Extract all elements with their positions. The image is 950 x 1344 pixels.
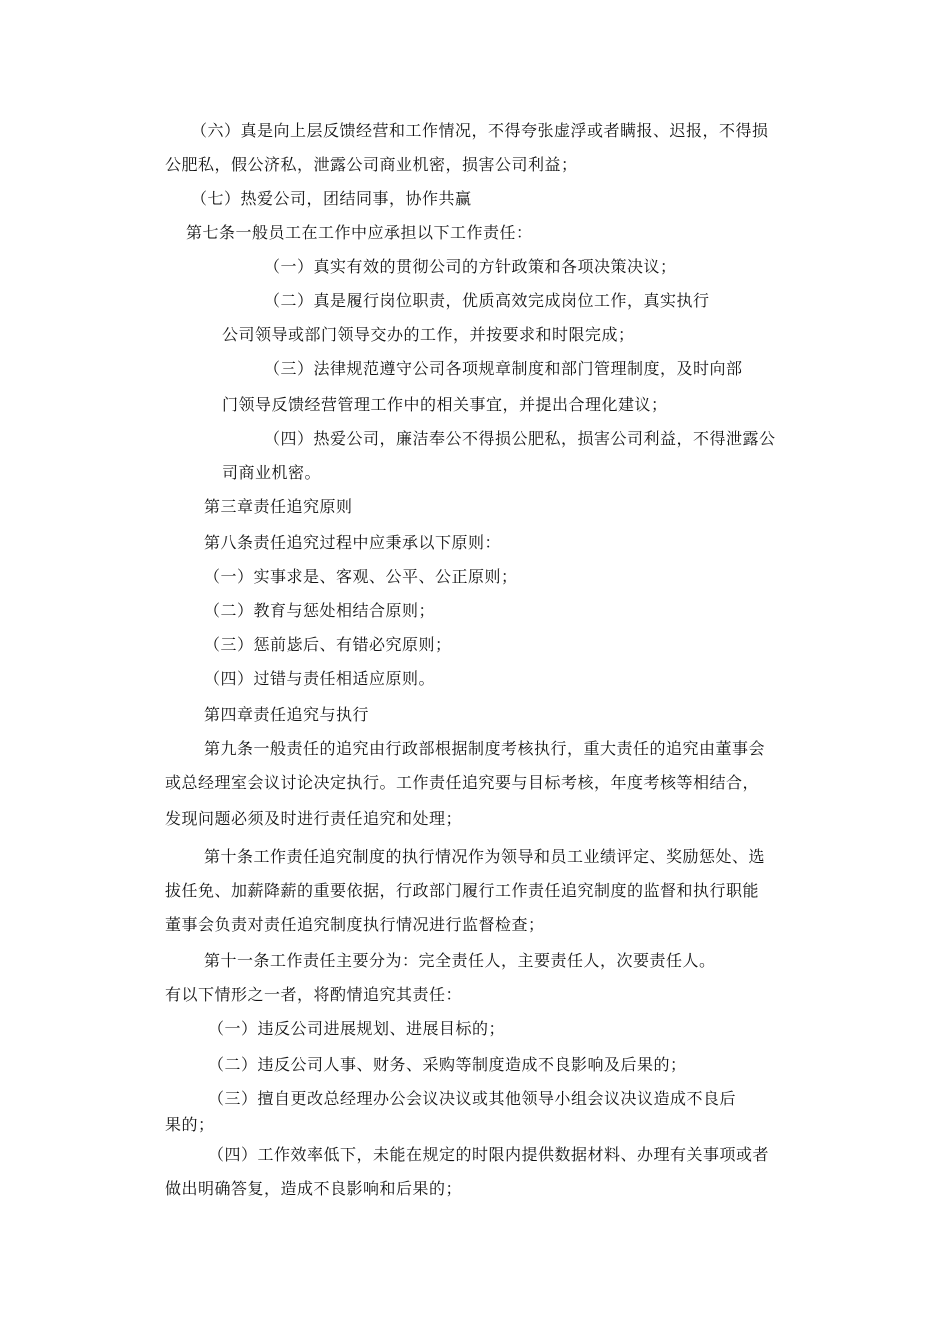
- text-line: 董事会负责对责任追究制度执行情况进行监督检查；: [165, 915, 545, 934]
- chapter-heading: 第三章责任追究原则: [204, 497, 353, 516]
- text-line: （四）工作效率低下，未能在规定的时限内提供数据材料、办理有关事项或者: [208, 1145, 770, 1164]
- chapter-heading: 第四章责任追究与执行: [204, 705, 370, 724]
- text-line: 第九条一般责任的追究由行政部根据制度考核执行，重大责任的追究由董事会: [204, 739, 766, 758]
- text-line: （三）惩前毖后、有错必究原则；: [204, 635, 452, 654]
- text-line: （四）热爱公司，廉洁奉公不得损公肥私，损害公司利益，不得泄露公: [264, 429, 776, 448]
- text-line: 做出明确答复，造成不良影响和后果的；: [165, 1179, 463, 1198]
- text-line: 司商业机密。: [222, 463, 322, 482]
- text-line: （一）违反公司进展规划、进展目标的；: [208, 1019, 506, 1038]
- text-line: 或总经理室会议讨论决定执行。工作责任追究要与目标考核，年度考核等相结合，: [165, 773, 760, 792]
- text-line: （三）擅自更改总经理办公会议决议或其他领导小组会议决议造成不良后: [208, 1089, 737, 1108]
- text-line: 门领导反馈经营管理工作中的相关事宜，并提出合理化建议；: [222, 395, 668, 414]
- text-line: 第十一条工作责任主要分为：完全责任人，主要责任人，次要责任人。: [204, 951, 716, 970]
- text-line: 发现问题必须及时进行责任追究和处理；: [165, 809, 463, 828]
- text-line: 公司领导或部门领导交办的工作，并按要求和时限完成；: [222, 325, 635, 344]
- text-line: （七）热爱公司，团结同事，协作共赢: [191, 189, 472, 208]
- text-line: （二）教育与惩处相结合原则；: [204, 601, 436, 620]
- text-line: 果的；: [165, 1115, 215, 1134]
- text-line: 拔任免、加薪降薪的重要依据，行政部门履行工作责任追究制度的监督和执行职能: [165, 881, 760, 900]
- article-heading: 第八条责任追究过程中应秉承以下原则：: [204, 533, 502, 552]
- text-line: （二）真是履行岗位职责，优质高效完成岗位工作，真实执行: [264, 291, 710, 310]
- article-heading: 第七条一般员工在工作中应承担以下工作责任：: [186, 223, 533, 242]
- text-line: （一）实事求是、客观、公平、公正原则；: [204, 567, 518, 586]
- text-line: （二）违反公司人事、财务、采购等制度造成不良影响及后果的；: [208, 1055, 687, 1074]
- text-line: （四）过错与责任相适应原则。: [204, 669, 436, 688]
- text-line: （三）法律规范遵守公司各项规章制度和部门管理制度，及时向部: [264, 359, 743, 378]
- text-line: 公肥私，假公济私，泄露公司商业机密，损害公司利益；: [165, 155, 578, 174]
- text-line: 有以下情形之一者，将酌情追究其责任：: [165, 985, 463, 1004]
- text-line: （六）真是向上层反馈经营和工作情况，不得夸张虚浮或者瞒报、迟报，不得损: [191, 121, 769, 140]
- text-line: （一）真实有效的贯彻公司的方针政策和各项决策决议；: [264, 257, 677, 276]
- text-line: 第十条工作责任追究制度的执行情况作为领导和员工业绩评定、奖励惩处、选: [204, 847, 766, 866]
